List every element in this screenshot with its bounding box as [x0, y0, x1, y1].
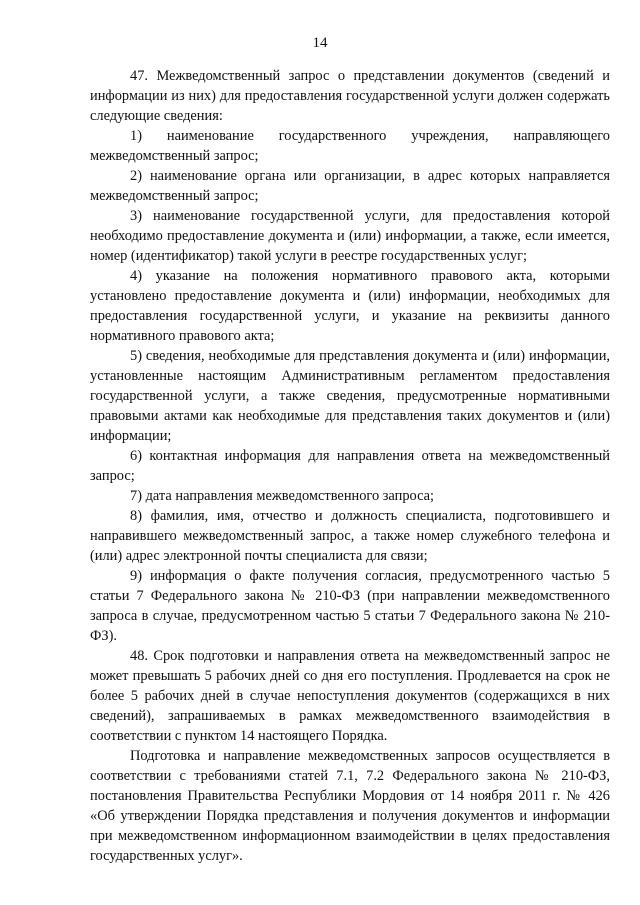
paragraph-preparation: Подготовка и направление межведомственных запросов осуществляется в соответствии с требованиями статей 7.1, 7.2 Федерального закона № 210-ФЗ, постановления Правительства Республики Мордовия от 14 ноября 2011 г. № 426 «Об утверждении Порядка представления и получения документов и информации при межведомственном информационном взаимодействии в целях предоставления государственных услуг».	[90, 748, 610, 864]
list-item-6: 6) контактная информация для направления ответа на межведомственный запрос;	[90, 448, 610, 484]
document-body	[90, 66, 610, 866]
paragraph-47-intro: 47. Межведомственный запрос о представлении документов (сведений и информации из них) для предоставления государственной услуги должен содержать следующие сведения:	[90, 68, 610, 124]
list-item-3: 3) наименование государственной услуги, для предоставления которой необходимо предоставление документа и (или) информации, а также, если имеется, номер (идентификатор) такой услуги в реестре государственных услуг;	[90, 208, 610, 264]
list-item-5: 5) сведения, необходимые для представления документа и (или) информации, установленные настоящим Административным регламентом предоставления государственной услуги, а также сведения, предусмотренные нормативными правовыми актами как необходимые для представления таких документов и (или) информации;	[90, 348, 610, 444]
list-item-4: 4) указание на положения нормативного правового акта, которыми установлено предоставление документа и (или) информации, необходимых для предоставления государственной услуги, и указание на реквизиты данного нормативного правового акта;	[90, 268, 610, 344]
list-item-1: 1) наименование государственного учреждения, направляющего межведомственный запрос;	[90, 128, 610, 164]
list-item-7: 7) дата направления межведомственного запроса;	[130, 488, 435, 504]
paragraph-48: 48. Срок подготовки и направления ответа на межведомственный запрос не может превышать 5 рабочих дней со дня его поступления. Продлевается на срок не более 5 рабочих дней в случае непоступления документов (содержащихся в них сведений), запрашиваемых в рамках межведомственного взаимодействия в соответствии с пунктом 14 настоящего Порядка.	[90, 648, 610, 744]
list-item-9: 9) информация о факте получения согласия, предусмотренного частью 5 статьи 7 Федерального закона № 210-ФЗ (при направлении межведомственного запроса в случае, предусмотренном частью 5 статьи 7 Федерального закона № 210-ФЗ).	[90, 568, 610, 644]
list-item-2: 2) наименование органа или организации, в адрес которых направляется межведомственный запрос;	[90, 168, 610, 204]
list-item-8: 8) фамилия, имя, отчество и должность специалиста, подготовившего и направившего межведомственный запрос, а также номер служебного телефона и (или) адрес электронной почты специалиста для связи;	[90, 508, 610, 564]
page-number: 14	[312, 35, 328, 51]
